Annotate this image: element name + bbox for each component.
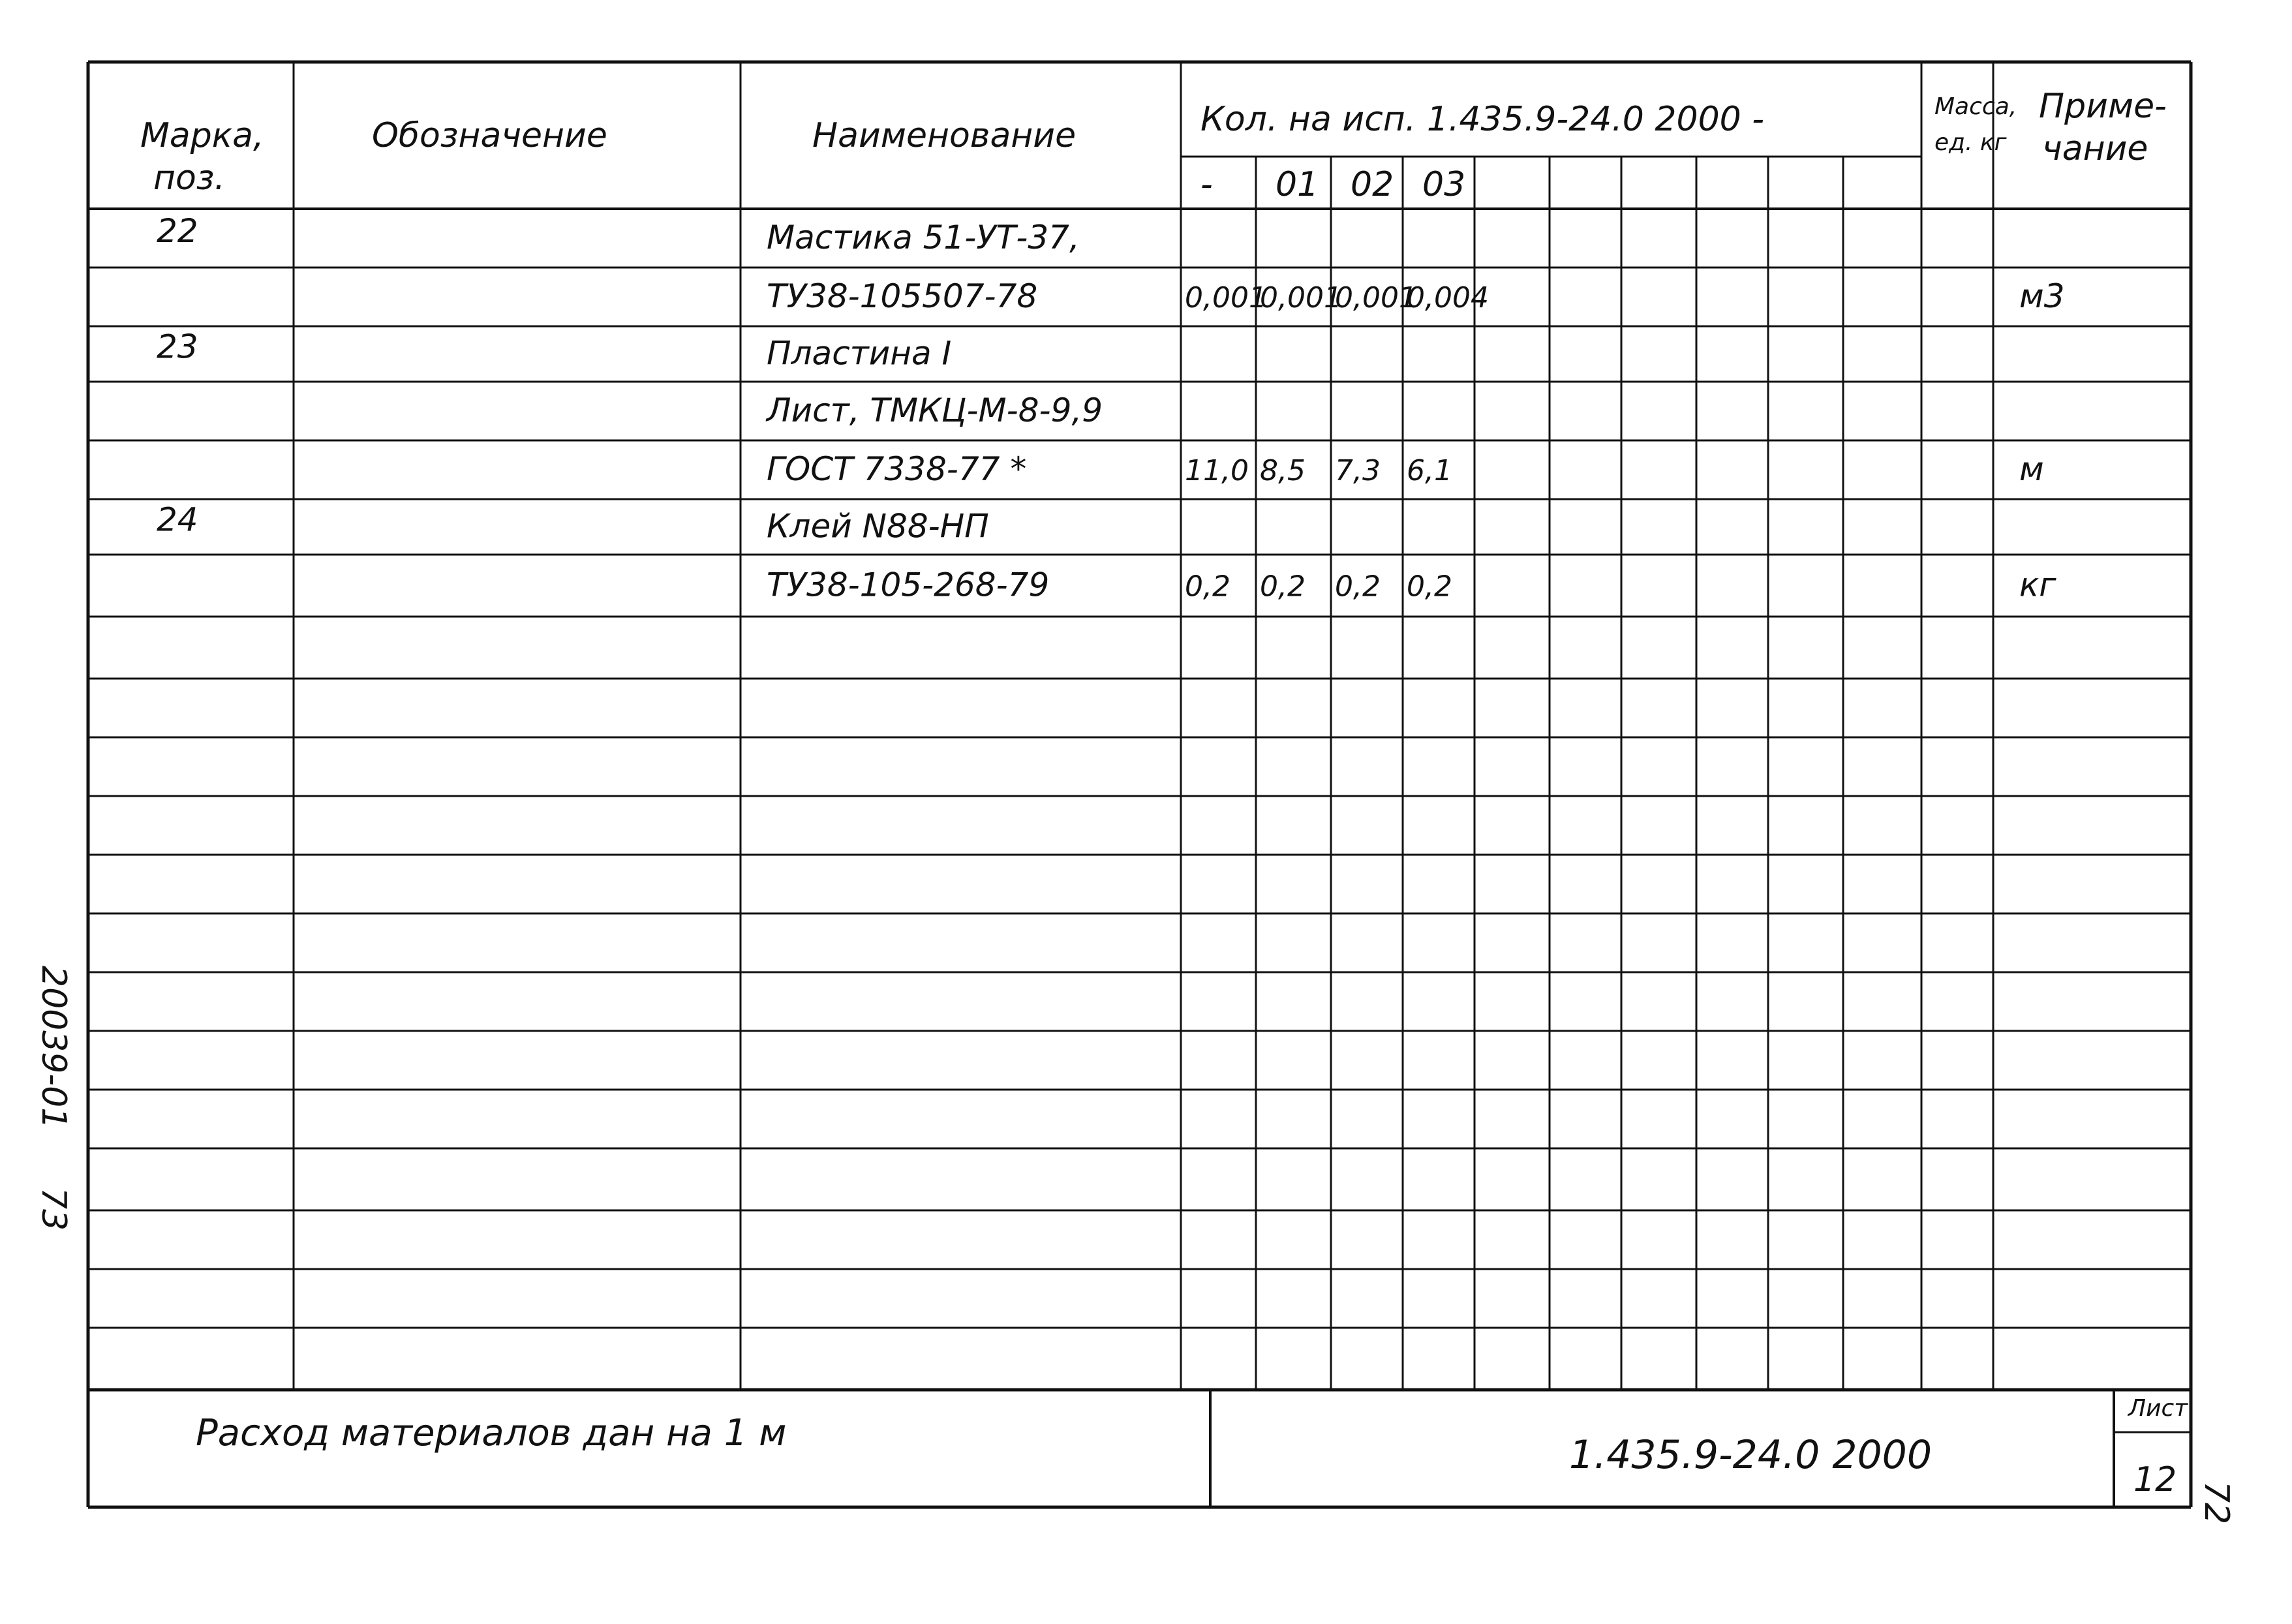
row-mark: 22: [157, 212, 198, 250]
stamp-code: 1.435.9-24.0 2000: [1569, 1432, 1933, 1478]
row-name: ГОСТ 7338-77 *: [767, 450, 1027, 488]
stamp-title: Расход материалов дан на 1 м: [196, 1412, 787, 1454]
header-note-line1: Приме-: [2039, 87, 2167, 126]
row-name: ТУ38-105-268-79: [767, 566, 1050, 604]
row-qty: 6,1: [1407, 454, 1452, 487]
row-note: м: [2019, 450, 2044, 488]
row-name: ТУ38-105507-78: [767, 277, 1038, 315]
row-qty: 0,2: [1407, 570, 1452, 604]
variant-label: 03: [1422, 165, 1466, 204]
row-qty: 0,001: [1335, 281, 1417, 314]
page-number: 72: [2197, 1481, 2236, 1525]
stamp-sheet-number: 12: [2133, 1460, 2177, 1499]
row-qty: 7,3: [1335, 454, 1381, 487]
row-note: кг: [2019, 566, 2056, 604]
row-qty: 0,2: [1335, 570, 1381, 604]
variant-label: -: [1200, 165, 1213, 204]
header-note-line2: чание: [2042, 129, 2148, 168]
archive-page: 73: [34, 1187, 73, 1231]
row-qty: 0,004: [1407, 281, 1489, 314]
header-mark-line2: поз.: [153, 159, 225, 198]
row-qty: 0,001: [1185, 281, 1267, 314]
row-qty: 0,2: [1260, 570, 1306, 604]
row-qty: 8,5: [1260, 454, 1306, 487]
table-grid: [88, 62, 2191, 1507]
row-mark: 24: [157, 500, 198, 539]
row-qty: 11,0: [1185, 454, 1249, 487]
row-note: м3: [2019, 277, 2065, 315]
variant-label: 01: [1276, 165, 1319, 204]
row-qty: 0,2: [1185, 570, 1230, 604]
stamp-sheet-label: Лист: [2128, 1395, 2188, 1422]
header-mass-line1: Масса,: [1934, 93, 2017, 120]
row-name: Клей N88-НП: [767, 507, 989, 545]
header-mark-line1: Марка,: [140, 116, 264, 155]
table-body: [157, 212, 2065, 604]
archive-number: 20039-01: [34, 966, 73, 1129]
header-name: Наименование: [812, 116, 1077, 155]
row-name: Мастика 51-УТ-37,: [767, 219, 1080, 256]
header-qty: Кол. на исп. 1.435.9-24.0 2000 -: [1200, 100, 1765, 139]
row-name: Пластина I: [767, 334, 952, 373]
header-designation: Обозначение: [372, 116, 607, 155]
variant-labels: [1200, 165, 1465, 204]
header-mass-line2: ед. кг: [1934, 129, 2007, 156]
row-mark: 23: [157, 328, 198, 366]
row-qty: 0,001: [1260, 281, 1342, 314]
row-name: Лист, ТМКЦ-М-8-9,9: [767, 391, 1103, 429]
variant-label: 02: [1351, 165, 1394, 204]
